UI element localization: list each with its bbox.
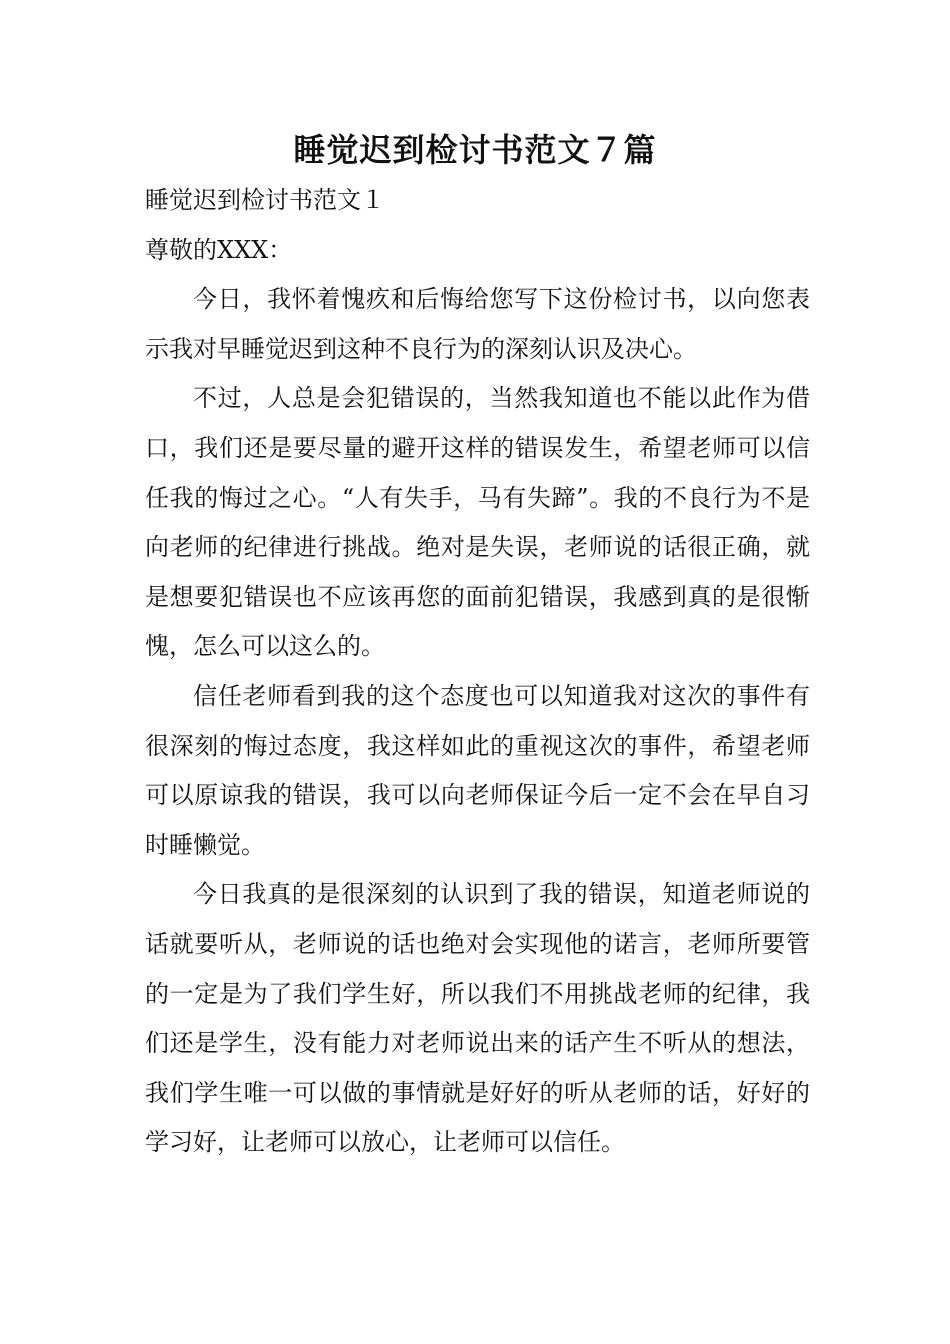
section-heading: 睡觉迟到检讨书范文１ xyxy=(145,186,385,214)
paragraph-2: 不过，人总是会犯错误的，当然我知道也不能以此作为借口，我们还是要尽量的避开这样的错误发生，希望老师可以信任我的悔过之心。“人有失手，马有失蹄”。我的不良行为不是向老师的纪律进行挑战。绝对是失误，老师说的话很正确，就是想要犯错误也不应该再您的面前犯错误，我感到真的是很惭愧，怎么可以这么的。 xyxy=(145,384,810,661)
document-body xyxy=(145,176,810,1168)
paragraph-1: 今日，我怀着愧疚和后悔给您写下这份检讨书，以向您表示我对早睡觉迟到这种不良行为的深刻认识及决心。 xyxy=(145,285,810,363)
document-title: 睡觉迟到检讨书范文７篇 xyxy=(293,131,657,169)
paragraph-3: 信任老师看到我的这个态度也可以知道我对这次的事件有很深刻的悔过态度，我这样如此的重视这次的事件，希望老师可以原谅我的错误，我可以向老师保证今后一定不会在早自习时睡懒觉。 xyxy=(145,681,810,859)
paragraph-4: 今日我真的是很深刻的认识到了我的错误，知道老师说的话就要听从，老师说的话也绝对会实现他的诺言，老师所要管的一定是为了我们学生好，所以我们不用挑战老师的纪律，我们还是学生，没有能力对老师说出来的话产生不听从的想法，我们学生唯一可以做的事情就是好好的听从老师的话，好好的学习好，让老师可以放心，让老师可以信任。 xyxy=(145,880,810,1157)
salutation: 尊敬的XXX： xyxy=(145,235,293,264)
